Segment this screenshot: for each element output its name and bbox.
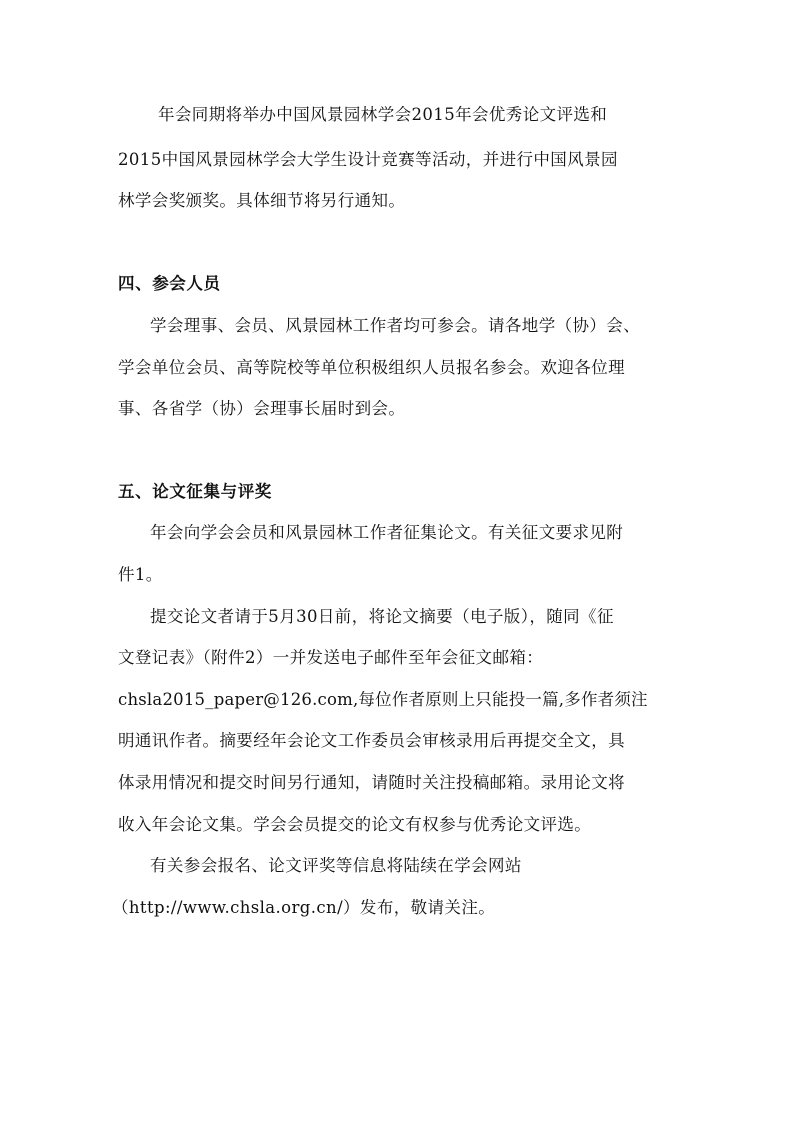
participants-line-3: 事、各省学（协）会理事长届时到会。 — [118, 399, 406, 418]
participants-line-1: 学会理事、会员、风景园林工作者均可参会。请各地学（协）会、 — [150, 316, 641, 335]
papers-para2-line-5: 体录用情况和提交时间另行通知，请随时关注投稿邮箱。录用论文将 — [118, 773, 625, 792]
papers-para1-line-1: 年会向学会会员和风景园林工作者征集论文。有关征文要求见附 — [150, 523, 624, 542]
papers-para1-line-2: 件1。 — [118, 565, 163, 584]
papers-para2-line-4: 明通讯作者。摘要经年会论文工作委员会审核录用后再提交全文，具 — [118, 731, 625, 750]
papers-para2-line-6: 收入年会论文集。学会会员提交的论文有权参与优秀论文评选。 — [118, 815, 592, 834]
intro-line-1: 年会同期将举办中国风景园林学会2015年会优秀论文评选和 — [158, 105, 608, 124]
papers-para2-line-3: chsla2015_paper@126.com,每位作者原则上只能投一篇,多作者须注 — [118, 690, 648, 709]
papers-para3-line-1: 有关参会报名、论文评奖等信息将陆续在学会网站 — [150, 856, 522, 875]
intro-line-3: 林学会奖颁奖。具体细节将另行通知。 — [118, 191, 406, 210]
papers-para2-line-2: 文登记表》（附件2）一并发送电子邮件至年会征文邮箱： — [118, 648, 544, 667]
intro-line-2: 2015中国风景园林学会大学生设计竞赛等活动，并进行中国风景园 — [118, 150, 618, 169]
section-heading-papers: 五、论文征集与评奖 — [118, 482, 272, 501]
section-heading-participants: 四、参会人员 — [118, 274, 221, 293]
participants-line-2: 学会单位会员、高等院校等单位积极组织人员报名参会。欢迎各位理 — [118, 358, 625, 377]
papers-para3-line-2: （http://www.chsla.org.cn/）发布，敬请关注。 — [112, 898, 496, 917]
papers-para2-line-1: 提交论文者请于5月30日前，将论文摘要（电子版），随同《征 — [150, 607, 614, 626]
